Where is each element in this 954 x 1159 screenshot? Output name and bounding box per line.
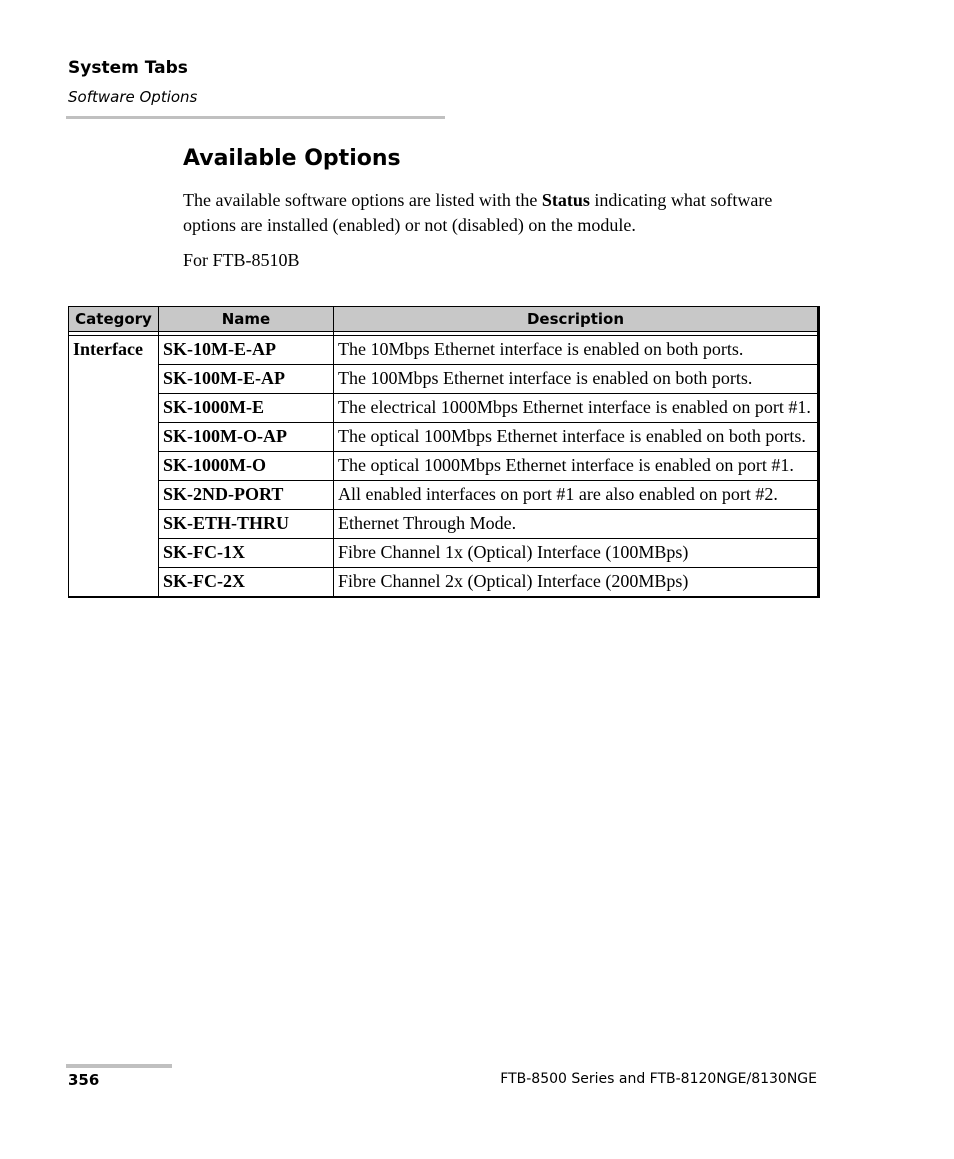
page-number: 356 [68, 1071, 100, 1089]
category-cell: Interface [69, 336, 159, 365]
column-header-description: Description [334, 307, 819, 332]
option-description-cell: The 100Mbps Ethernet interface is enabled on both ports. [334, 365, 819, 394]
header-title: System Tabs [68, 58, 188, 78]
option-description-cell: The optical 100Mbps Ethernet interface is enabled on both ports. [334, 423, 819, 452]
table-row [69, 394, 819, 423]
category-cell-empty [69, 423, 159, 452]
section-title: Available Options [183, 146, 401, 171]
table-row [69, 336, 819, 365]
category-cell-empty [69, 568, 159, 598]
option-description-cell: The optical 1000Mbps Ethernet interface is enabled on port #1. [334, 452, 819, 481]
option-description-cell: The 10Mbps Ethernet interface is enabled on both ports. [334, 336, 819, 365]
option-name-cell: SK-2ND-PORT [159, 481, 334, 510]
option-description-cell: Fibre Channel 2x (Optical) Interface (200MBps) [334, 568, 819, 598]
table-row [69, 510, 819, 539]
table-row [69, 539, 819, 568]
table-row [69, 365, 819, 394]
option-description-cell: Ethernet Through Mode. [334, 510, 819, 539]
option-description-cell: The electrical 1000Mbps Ethernet interface is enabled on port #1. [334, 394, 819, 423]
category-cell-empty [69, 510, 159, 539]
table-body [69, 332, 819, 598]
table-row [69, 452, 819, 481]
category-cell-empty [69, 481, 159, 510]
option-name-cell: SK-1000M-E [159, 394, 334, 423]
intro-text-after: indicating what software options are installed (enabled) or not (disabled) on the module. [183, 190, 773, 235]
option-name-cell: SK-FC-1X [159, 539, 334, 568]
option-name-cell: SK-10M-E-AP [159, 336, 334, 365]
table-row [69, 568, 819, 598]
category-cell-empty [69, 394, 159, 423]
option-name-cell: SK-FC-2X [159, 568, 334, 598]
table-header-row [69, 307, 819, 332]
intro-status-term: Status [541, 190, 590, 210]
header-divider [66, 116, 445, 119]
footer-document-title: FTB-8500 Series and FTB-8120NGE/8130NGE [500, 1071, 817, 1087]
option-name-cell: SK-1000M-O [159, 452, 334, 481]
category-cell-empty [69, 365, 159, 394]
intro-paragraph [183, 188, 823, 238]
footer-divider [66, 1064, 172, 1068]
option-name-cell: SK-100M-O-AP [159, 423, 334, 452]
model-label: For FTB-8510B [183, 250, 300, 270]
intro-text-before: The available software options are listed with the [183, 190, 542, 210]
option-name-cell: SK-ETH-THRU [159, 510, 334, 539]
option-description-cell: Fibre Channel 1x (Optical) Interface (100MBps) [334, 539, 819, 568]
column-header-name: Name [159, 307, 334, 332]
software-options-table [68, 306, 820, 598]
column-header-category: Category [69, 307, 159, 332]
header-subtitle: Software Options [68, 88, 198, 106]
table-row [69, 423, 819, 452]
option-description-cell: All enabled interfaces on port #1 are also enabled on port #2. [334, 481, 819, 510]
category-cell-empty [69, 539, 159, 568]
category-cell-empty [69, 452, 159, 481]
option-name-cell: SK-100M-E-AP [159, 365, 334, 394]
table-row [69, 481, 819, 510]
